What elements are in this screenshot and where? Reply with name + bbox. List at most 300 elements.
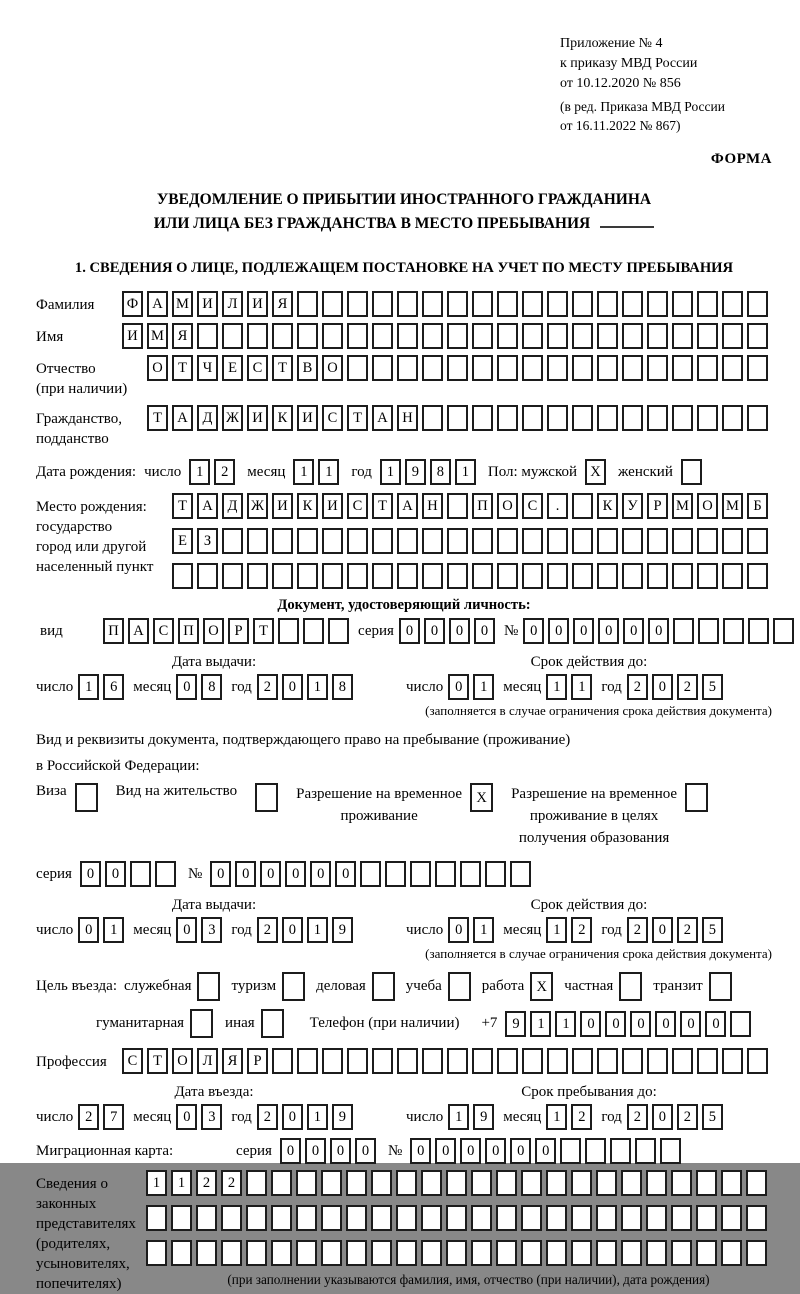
char-cell[interactable]: Р bbox=[247, 1048, 268, 1074]
char-cell[interactable]: 1 bbox=[189, 459, 210, 485]
char-cell[interactable] bbox=[721, 1205, 742, 1231]
legal-representatives-cells-3[interactable] bbox=[146, 1240, 771, 1266]
char-cell[interactable] bbox=[746, 1170, 767, 1196]
char-cell[interactable]: Я bbox=[222, 1048, 243, 1074]
char-cell[interactable]: 8 bbox=[430, 459, 451, 485]
char-cell[interactable]: 2 bbox=[221, 1170, 242, 1196]
char-cell[interactable]: И bbox=[297, 405, 318, 431]
char-cell[interactable] bbox=[722, 563, 743, 589]
char-cell[interactable] bbox=[372, 972, 395, 1001]
char-cell[interactable] bbox=[697, 1048, 718, 1074]
char-cell[interactable]: 0 bbox=[176, 1104, 197, 1130]
char-cell[interactable] bbox=[546, 1205, 567, 1231]
char-cell[interactable] bbox=[697, 405, 718, 431]
char-cell[interactable]: 0 bbox=[623, 618, 644, 644]
char-cell[interactable] bbox=[197, 323, 218, 349]
purpose-private-checkbox[interactable] bbox=[619, 972, 646, 1001]
char-cell[interactable] bbox=[672, 563, 693, 589]
char-cell[interactable] bbox=[422, 323, 443, 349]
residence-valid-month-cells[interactable] bbox=[546, 917, 596, 943]
char-cell[interactable] bbox=[271, 1240, 292, 1266]
char-cell[interactable] bbox=[190, 1009, 213, 1038]
char-cell[interactable]: И bbox=[247, 405, 268, 431]
char-cell[interactable] bbox=[447, 405, 468, 431]
char-cell[interactable]: А bbox=[397, 493, 418, 519]
char-cell[interactable] bbox=[546, 1170, 567, 1196]
char-cell[interactable]: Т bbox=[172, 355, 193, 381]
char-cell[interactable]: 1 bbox=[293, 459, 314, 485]
char-cell[interactable] bbox=[646, 1205, 667, 1231]
char-cell[interactable] bbox=[271, 1205, 292, 1231]
char-cell[interactable] bbox=[597, 405, 618, 431]
char-cell[interactable] bbox=[497, 405, 518, 431]
char-cell[interactable] bbox=[321, 1240, 342, 1266]
char-cell[interactable] bbox=[221, 1205, 242, 1231]
char-cell[interactable] bbox=[746, 1205, 767, 1231]
char-cell[interactable]: 1 bbox=[473, 917, 494, 943]
purpose-other-checkbox[interactable] bbox=[261, 1009, 288, 1038]
char-cell[interactable] bbox=[722, 323, 743, 349]
char-cell[interactable] bbox=[722, 355, 743, 381]
char-cell[interactable] bbox=[372, 563, 393, 589]
char-cell[interactable] bbox=[610, 1138, 631, 1164]
birth-year-cells[interactable] bbox=[380, 459, 480, 485]
char-cell[interactable] bbox=[397, 563, 418, 589]
char-cell[interactable]: 0 bbox=[535, 1138, 556, 1164]
char-cell[interactable] bbox=[572, 405, 593, 431]
char-cell[interactable]: О bbox=[147, 355, 168, 381]
residence-issue-year-cells[interactable] bbox=[257, 917, 357, 943]
char-cell[interactable] bbox=[621, 1240, 642, 1266]
char-cell[interactable]: М bbox=[147, 323, 168, 349]
residence-issue-month-cells[interactable] bbox=[176, 917, 226, 943]
entry-year-cells[interactable] bbox=[257, 1104, 357, 1130]
char-cell[interactable]: 0 bbox=[448, 674, 469, 700]
char-cell[interactable] bbox=[621, 1170, 642, 1196]
char-cell[interactable] bbox=[497, 291, 518, 317]
char-cell[interactable] bbox=[472, 405, 493, 431]
char-cell[interactable]: Л bbox=[197, 1048, 218, 1074]
entry-day-cells[interactable] bbox=[78, 1104, 128, 1130]
char-cell[interactable]: 1 bbox=[455, 459, 476, 485]
char-cell[interactable]: П bbox=[178, 618, 199, 644]
char-cell[interactable]: А bbox=[147, 291, 168, 317]
char-cell[interactable]: 2 bbox=[571, 1104, 592, 1130]
char-cell[interactable] bbox=[647, 291, 668, 317]
char-cell[interactable] bbox=[571, 1240, 592, 1266]
char-cell[interactable]: Т bbox=[147, 405, 168, 431]
char-cell[interactable]: 0 bbox=[630, 1011, 651, 1037]
char-cell[interactable] bbox=[672, 1048, 693, 1074]
char-cell[interactable]: Ч bbox=[197, 355, 218, 381]
char-cell[interactable]: П bbox=[472, 493, 493, 519]
char-cell[interactable]: Ф bbox=[122, 291, 143, 317]
char-cell[interactable] bbox=[346, 1170, 367, 1196]
migration-number-cells[interactable] bbox=[410, 1138, 685, 1164]
char-cell[interactable] bbox=[547, 405, 568, 431]
char-cell[interactable]: 1 bbox=[103, 917, 124, 943]
char-cell[interactable]: 0 bbox=[80, 861, 101, 887]
char-cell[interactable] bbox=[571, 1205, 592, 1231]
char-cell[interactable] bbox=[371, 1170, 392, 1196]
residence-permit-checkbox[interactable] bbox=[255, 783, 282, 812]
char-cell[interactable] bbox=[681, 459, 702, 485]
char-cell[interactable]: Я bbox=[172, 323, 193, 349]
char-cell[interactable] bbox=[547, 355, 568, 381]
char-cell[interactable]: Р bbox=[647, 493, 668, 519]
char-cell[interactable]: 2 bbox=[257, 1104, 278, 1130]
char-cell[interactable] bbox=[471, 1205, 492, 1231]
char-cell[interactable]: 9 bbox=[332, 1104, 353, 1130]
char-cell[interactable] bbox=[685, 783, 708, 812]
char-cell[interactable] bbox=[622, 291, 643, 317]
char-cell[interactable] bbox=[372, 1048, 393, 1074]
char-cell[interactable]: 1 bbox=[546, 1104, 567, 1130]
residence-valid-day-cells[interactable] bbox=[448, 917, 498, 943]
char-cell[interactable]: 3 bbox=[201, 917, 222, 943]
char-cell[interactable]: 0 bbox=[705, 1011, 726, 1037]
char-cell[interactable] bbox=[747, 355, 768, 381]
char-cell[interactable]: 2 bbox=[214, 459, 235, 485]
char-cell[interactable] bbox=[396, 1240, 417, 1266]
char-cell[interactable]: 9 bbox=[405, 459, 426, 485]
char-cell[interactable] bbox=[372, 323, 393, 349]
char-cell[interactable] bbox=[347, 528, 368, 554]
char-cell[interactable] bbox=[472, 1048, 493, 1074]
char-cell[interactable] bbox=[322, 291, 343, 317]
char-cell[interactable]: Р bbox=[228, 618, 249, 644]
char-cell[interactable] bbox=[622, 528, 643, 554]
char-cell[interactable] bbox=[372, 355, 393, 381]
char-cell[interactable]: 0 bbox=[474, 618, 495, 644]
char-cell[interactable] bbox=[730, 1011, 751, 1037]
patronymic-cells[interactable] bbox=[147, 355, 772, 381]
char-cell[interactable] bbox=[371, 1240, 392, 1266]
char-cell[interactable] bbox=[647, 355, 668, 381]
char-cell[interactable]: 1 bbox=[546, 674, 567, 700]
char-cell[interactable] bbox=[296, 1240, 317, 1266]
char-cell[interactable] bbox=[746, 1240, 767, 1266]
char-cell[interactable] bbox=[397, 291, 418, 317]
char-cell[interactable] bbox=[547, 1048, 568, 1074]
char-cell[interactable] bbox=[647, 1048, 668, 1074]
char-cell[interactable]: Я bbox=[272, 291, 293, 317]
char-cell[interactable] bbox=[255, 783, 278, 812]
char-cell[interactable]: У bbox=[622, 493, 643, 519]
char-cell[interactable] bbox=[346, 1205, 367, 1231]
char-cell[interactable]: 2 bbox=[257, 674, 278, 700]
char-cell[interactable] bbox=[146, 1205, 167, 1231]
char-cell[interactable]: 0 bbox=[652, 674, 673, 700]
char-cell[interactable] bbox=[722, 405, 743, 431]
char-cell[interactable] bbox=[371, 1205, 392, 1231]
char-cell[interactable] bbox=[521, 1205, 542, 1231]
char-cell[interactable] bbox=[660, 1138, 681, 1164]
char-cell[interactable] bbox=[460, 861, 481, 887]
char-cell[interactable] bbox=[497, 1048, 518, 1074]
char-cell[interactable] bbox=[472, 528, 493, 554]
char-cell[interactable] bbox=[621, 1205, 642, 1231]
purpose-humanitarian-checkbox[interactable] bbox=[190, 1009, 217, 1038]
char-cell[interactable]: Л bbox=[222, 291, 243, 317]
char-cell[interactable] bbox=[747, 405, 768, 431]
legal-representatives-cells-1[interactable] bbox=[146, 1170, 771, 1196]
char-cell[interactable] bbox=[572, 1048, 593, 1074]
char-cell[interactable]: 0 bbox=[485, 1138, 506, 1164]
char-cell[interactable]: Т bbox=[272, 355, 293, 381]
char-cell[interactable]: 0 bbox=[235, 861, 256, 887]
char-cell[interactable] bbox=[472, 291, 493, 317]
firstname-cells[interactable] bbox=[122, 323, 772, 349]
char-cell[interactable]: 0 bbox=[105, 861, 126, 887]
phone-cells[interactable] bbox=[505, 1011, 755, 1037]
char-cell[interactable]: 0 bbox=[310, 861, 331, 887]
char-cell[interactable] bbox=[446, 1170, 467, 1196]
char-cell[interactable] bbox=[546, 1240, 567, 1266]
char-cell[interactable]: 1 bbox=[380, 459, 401, 485]
char-cell[interactable] bbox=[347, 563, 368, 589]
char-cell[interactable] bbox=[396, 1205, 417, 1231]
purpose-study-checkbox[interactable] bbox=[448, 972, 475, 1001]
char-cell[interactable]: И bbox=[122, 323, 143, 349]
char-cell[interactable] bbox=[278, 618, 299, 644]
char-cell[interactable]: Т bbox=[172, 493, 193, 519]
char-cell[interactable] bbox=[522, 563, 543, 589]
char-cell[interactable] bbox=[723, 618, 744, 644]
char-cell[interactable] bbox=[421, 1205, 442, 1231]
char-cell[interactable]: 1 bbox=[530, 1011, 551, 1037]
char-cell[interactable] bbox=[328, 618, 349, 644]
char-cell[interactable] bbox=[496, 1205, 517, 1231]
char-cell[interactable] bbox=[522, 528, 543, 554]
char-cell[interactable] bbox=[272, 323, 293, 349]
char-cell[interactable] bbox=[721, 1240, 742, 1266]
char-cell[interactable]: 2 bbox=[78, 1104, 99, 1130]
char-cell[interactable] bbox=[322, 563, 343, 589]
char-cell[interactable] bbox=[447, 355, 468, 381]
identity-valid-day-cells[interactable] bbox=[448, 674, 498, 700]
char-cell[interactable] bbox=[246, 1170, 267, 1196]
char-cell[interactable] bbox=[722, 291, 743, 317]
char-cell[interactable] bbox=[397, 1048, 418, 1074]
char-cell[interactable]: 2 bbox=[257, 917, 278, 943]
char-cell[interactable]: Т bbox=[347, 405, 368, 431]
char-cell[interactable] bbox=[447, 493, 468, 519]
char-cell[interactable]: 1 bbox=[318, 459, 339, 485]
char-cell[interactable]: 2 bbox=[627, 1104, 648, 1130]
identity-series-cells[interactable] bbox=[399, 618, 499, 644]
char-cell[interactable]: X bbox=[470, 783, 493, 812]
char-cell[interactable] bbox=[672, 323, 693, 349]
char-cell[interactable]: 0 bbox=[448, 917, 469, 943]
char-cell[interactable] bbox=[747, 291, 768, 317]
char-cell[interactable]: М bbox=[172, 291, 193, 317]
char-cell[interactable] bbox=[522, 323, 543, 349]
char-cell[interactable] bbox=[697, 323, 718, 349]
char-cell[interactable] bbox=[130, 861, 151, 887]
citizenship-cells[interactable] bbox=[147, 405, 772, 431]
char-cell[interactable] bbox=[297, 1048, 318, 1074]
char-cell[interactable]: 7 bbox=[103, 1104, 124, 1130]
char-cell[interactable] bbox=[572, 563, 593, 589]
char-cell[interactable] bbox=[496, 1240, 517, 1266]
char-cell[interactable] bbox=[647, 528, 668, 554]
char-cell[interactable]: К bbox=[597, 493, 618, 519]
char-cell[interactable] bbox=[510, 861, 531, 887]
char-cell[interactable] bbox=[619, 972, 642, 1001]
char-cell[interactable]: С bbox=[247, 355, 268, 381]
char-cell[interactable]: К bbox=[272, 405, 293, 431]
char-cell[interactable] bbox=[297, 563, 318, 589]
char-cell[interactable] bbox=[471, 1170, 492, 1196]
char-cell[interactable] bbox=[297, 528, 318, 554]
char-cell[interactable]: К bbox=[297, 493, 318, 519]
char-cell[interactable] bbox=[622, 323, 643, 349]
char-cell[interactable]: С bbox=[122, 1048, 143, 1074]
char-cell[interactable]: 0 bbox=[652, 917, 673, 943]
char-cell[interactable]: 1 bbox=[146, 1170, 167, 1196]
char-cell[interactable]: Ж bbox=[247, 493, 268, 519]
char-cell[interactable]: 0 bbox=[282, 1104, 303, 1130]
char-cell[interactable] bbox=[247, 563, 268, 589]
char-cell[interactable]: А bbox=[128, 618, 149, 644]
identity-number-cells[interactable] bbox=[523, 618, 798, 644]
char-cell[interactable] bbox=[422, 405, 443, 431]
char-cell[interactable] bbox=[671, 1240, 692, 1266]
profession-cells[interactable] bbox=[122, 1048, 772, 1074]
char-cell[interactable]: П bbox=[103, 618, 124, 644]
char-cell[interactable]: 0 bbox=[605, 1011, 626, 1037]
char-cell[interactable] bbox=[172, 563, 193, 589]
char-cell[interactable] bbox=[522, 405, 543, 431]
char-cell[interactable]: 0 bbox=[210, 861, 231, 887]
identity-valid-year-cells[interactable] bbox=[627, 674, 727, 700]
char-cell[interactable] bbox=[448, 972, 471, 1001]
char-cell[interactable]: 1 bbox=[546, 917, 567, 943]
char-cell[interactable] bbox=[247, 528, 268, 554]
char-cell[interactable] bbox=[447, 563, 468, 589]
char-cell[interactable] bbox=[471, 1240, 492, 1266]
char-cell[interactable]: 2 bbox=[677, 674, 698, 700]
char-cell[interactable] bbox=[572, 493, 593, 519]
entry-month-cells[interactable] bbox=[176, 1104, 226, 1130]
char-cell[interactable]: 1 bbox=[571, 674, 592, 700]
char-cell[interactable]: Н bbox=[422, 493, 443, 519]
char-cell[interactable] bbox=[421, 1170, 442, 1196]
char-cell[interactable]: А bbox=[172, 405, 193, 431]
char-cell[interactable] bbox=[547, 528, 568, 554]
char-cell[interactable] bbox=[171, 1205, 192, 1231]
char-cell[interactable] bbox=[246, 1205, 267, 1231]
char-cell[interactable] bbox=[322, 323, 343, 349]
identity-issue-day-cells[interactable] bbox=[78, 674, 128, 700]
char-cell[interactable] bbox=[747, 323, 768, 349]
char-cell[interactable] bbox=[522, 291, 543, 317]
char-cell[interactable]: 0 bbox=[460, 1138, 481, 1164]
char-cell[interactable] bbox=[485, 861, 506, 887]
char-cell[interactable] bbox=[560, 1138, 581, 1164]
char-cell[interactable] bbox=[597, 528, 618, 554]
char-cell[interactable] bbox=[347, 1048, 368, 1074]
char-cell[interactable] bbox=[647, 563, 668, 589]
char-cell[interactable] bbox=[422, 1048, 443, 1074]
char-cell[interactable]: Б bbox=[747, 493, 768, 519]
char-cell[interactable]: 2 bbox=[196, 1170, 217, 1196]
char-cell[interactable]: 0 bbox=[435, 1138, 456, 1164]
char-cell[interactable]: О bbox=[697, 493, 718, 519]
char-cell[interactable]: 0 bbox=[648, 618, 669, 644]
char-cell[interactable] bbox=[747, 528, 768, 554]
char-cell[interactable] bbox=[421, 1240, 442, 1266]
char-cell[interactable]: 2 bbox=[677, 1104, 698, 1130]
char-cell[interactable]: 0 bbox=[285, 861, 306, 887]
char-cell[interactable] bbox=[197, 563, 218, 589]
female-checkbox[interactable] bbox=[681, 459, 706, 485]
char-cell[interactable] bbox=[222, 563, 243, 589]
char-cell[interactable]: 2 bbox=[627, 917, 648, 943]
char-cell[interactable]: 0 bbox=[305, 1138, 326, 1164]
char-cell[interactable] bbox=[572, 355, 593, 381]
char-cell[interactable] bbox=[472, 563, 493, 589]
char-cell[interactable] bbox=[571, 1170, 592, 1196]
char-cell[interactable]: И bbox=[322, 493, 343, 519]
char-cell[interactable] bbox=[622, 1048, 643, 1074]
char-cell[interactable]: М bbox=[672, 493, 693, 519]
birth-place-cells-1[interactable] bbox=[172, 493, 772, 519]
identity-valid-month-cells[interactable] bbox=[546, 674, 596, 700]
char-cell[interactable]: 1 bbox=[448, 1104, 469, 1130]
char-cell[interactable]: 8 bbox=[332, 674, 353, 700]
char-cell[interactable] bbox=[472, 323, 493, 349]
residence-number-cells[interactable] bbox=[210, 861, 535, 887]
char-cell[interactable] bbox=[721, 1170, 742, 1196]
char-cell[interactable]: 5 bbox=[702, 1104, 723, 1130]
char-cell[interactable]: З bbox=[197, 528, 218, 554]
char-cell[interactable] bbox=[622, 355, 643, 381]
char-cell[interactable]: О bbox=[172, 1048, 193, 1074]
char-cell[interactable]: . bbox=[547, 493, 568, 519]
identity-issue-year-cells[interactable] bbox=[257, 674, 357, 700]
char-cell[interactable] bbox=[347, 355, 368, 381]
char-cell[interactable] bbox=[572, 291, 593, 317]
char-cell[interactable] bbox=[446, 1240, 467, 1266]
migration-series-cells[interactable] bbox=[280, 1138, 380, 1164]
char-cell[interactable]: X bbox=[530, 972, 553, 1001]
char-cell[interactable] bbox=[647, 323, 668, 349]
char-cell[interactable]: 0 bbox=[260, 861, 281, 887]
temp-permit-checkbox[interactable] bbox=[470, 783, 497, 812]
char-cell[interactable] bbox=[722, 1048, 743, 1074]
char-cell[interactable] bbox=[171, 1240, 192, 1266]
residence-series-cells[interactable] bbox=[80, 861, 180, 887]
char-cell[interactable] bbox=[155, 861, 176, 887]
char-cell[interactable] bbox=[597, 355, 618, 381]
char-cell[interactable]: 0 bbox=[335, 861, 356, 887]
char-cell[interactable] bbox=[497, 323, 518, 349]
residence-issue-day-cells[interactable] bbox=[78, 917, 128, 943]
char-cell[interactable] bbox=[410, 861, 431, 887]
char-cell[interactable]: 1 bbox=[307, 1104, 328, 1130]
char-cell[interactable] bbox=[597, 323, 618, 349]
char-cell[interactable] bbox=[696, 1240, 717, 1266]
char-cell[interactable] bbox=[496, 1170, 517, 1196]
char-cell[interactable]: 0 bbox=[449, 618, 470, 644]
char-cell[interactable] bbox=[697, 563, 718, 589]
char-cell[interactable]: 1 bbox=[473, 674, 494, 700]
char-cell[interactable] bbox=[297, 323, 318, 349]
char-cell[interactable]: X bbox=[585, 459, 606, 485]
char-cell[interactable]: Ж bbox=[222, 405, 243, 431]
